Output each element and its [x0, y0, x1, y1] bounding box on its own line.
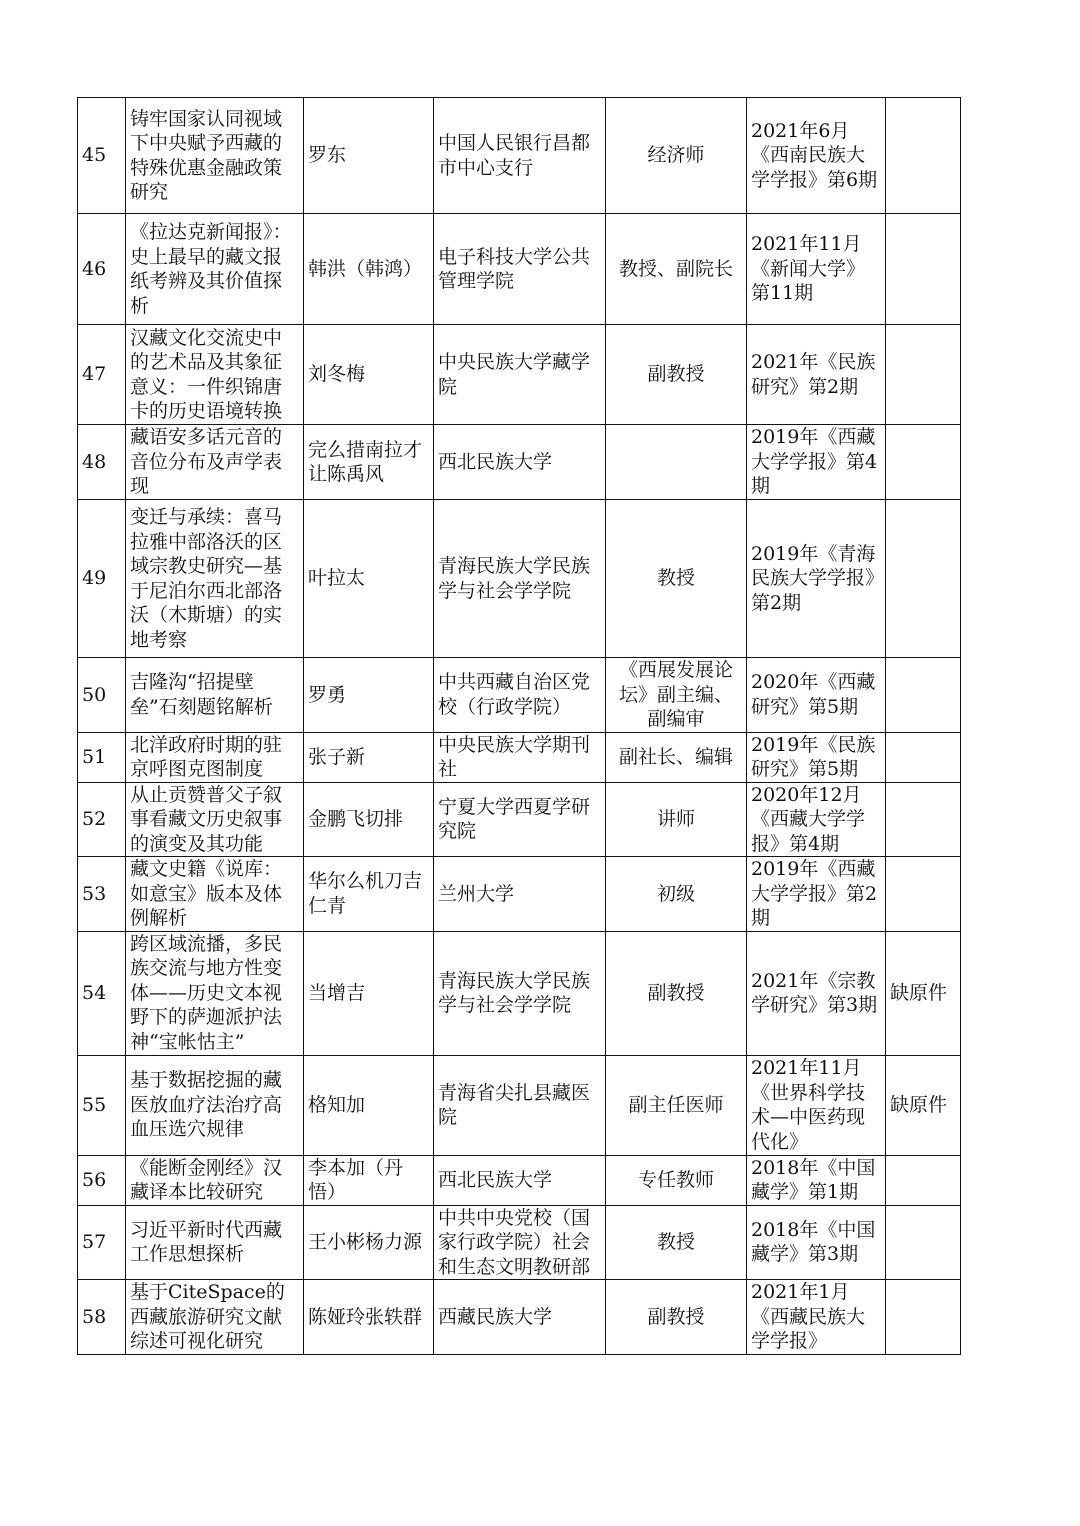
row-number: 57	[78, 1205, 126, 1280]
row-number: 45	[78, 98, 126, 214]
row-number: 58	[78, 1280, 126, 1355]
affiliation: 西北民族大学	[434, 1155, 606, 1205]
paper-list-table	[77, 97, 961, 1355]
table-row	[78, 1280, 961, 1355]
table-row	[78, 214, 961, 325]
affiliation: 电子科技大学公共管理学院	[434, 214, 606, 325]
publication: 2019年《青海民族大学学报》第2期	[747, 500, 886, 658]
job-title: 教授	[606, 500, 747, 658]
affiliation: 西藏民族大学	[434, 1280, 606, 1355]
row-number: 51	[78, 732, 126, 782]
affiliation: 青海民族大学民族学与社会学学院	[434, 500, 606, 658]
job-title: 副社长、编辑	[606, 732, 747, 782]
publication: 2020年《西藏研究》第5期	[747, 658, 886, 733]
author: 罗勇	[304, 658, 434, 733]
author: 罗东	[304, 98, 434, 214]
affiliation: 中国人民银行昌都市中心支行	[434, 98, 606, 214]
affiliation: 西北民族大学	[434, 425, 606, 500]
row-number: 52	[78, 782, 126, 857]
table-row	[78, 1205, 961, 1280]
remark	[886, 1155, 961, 1205]
job-title: 《西展发展论坛》副主编、副编审	[606, 658, 747, 733]
paper-title: 跨区域流播，多民族交流与地方性变体——历史文本视野下的萨迦派护法神“宝帐怙主”	[126, 931, 304, 1055]
publication: 2019年《西藏大学学报》第4期	[747, 425, 886, 500]
job-title: 讲师	[606, 782, 747, 857]
remark	[886, 500, 961, 658]
paper-title: 铸牢国家认同视域下中央赋予西藏的特殊优惠金融政策研究	[126, 98, 304, 214]
paper-title: 吉隆沟“招提壁垒”石刻题铭解析	[126, 658, 304, 733]
author: 刘冬梅	[304, 325, 434, 425]
paper-title: 从止贡赞普父子叙事看藏文历史叙事的演变及其功能	[126, 782, 304, 857]
row-number: 55	[78, 1055, 126, 1155]
table-row	[78, 931, 961, 1055]
job-title: 教授、副院长	[606, 214, 747, 325]
remark	[886, 425, 961, 500]
remark	[886, 1280, 961, 1355]
author: 金鹏飞切排	[304, 782, 434, 857]
job-title: 教授	[606, 1205, 747, 1280]
author: 叶拉太	[304, 500, 434, 658]
table-row	[78, 98, 961, 214]
paper-title: 基于CiteSpace的西藏旅游研究文献综述可视化研究	[126, 1280, 304, 1355]
paper-title: 藏语安多话元音的音位分布及声学表现	[126, 425, 304, 500]
paper-title: 习近平新时代西藏工作思想探析	[126, 1205, 304, 1280]
row-number: 49	[78, 500, 126, 658]
paper-title: 《能断金刚经》汉藏译本比较研究	[126, 1155, 304, 1205]
remark	[886, 325, 961, 425]
job-title: 初级	[606, 857, 747, 932]
paper-title: 汉藏文化交流史中的艺术品及其象征意义：一件织锦唐卡的历史语境转换	[126, 325, 304, 425]
paper-title: 《拉达克新闻报》：史上最早的藏文报纸考辨及其价值探析	[126, 214, 304, 325]
affiliation: 中央民族大学期刊社	[434, 732, 606, 782]
affiliation: 中央民族大学藏学院	[434, 325, 606, 425]
job-title: 副教授	[606, 1280, 747, 1355]
publication: 2021年6月《西南民族大学学报》第6期	[747, 98, 886, 214]
table-row	[78, 425, 961, 500]
table-row	[78, 1055, 961, 1155]
author: 李本加（丹悟）	[304, 1155, 434, 1205]
affiliation: 青海省尖扎县藏医院	[434, 1055, 606, 1155]
table-row	[78, 658, 961, 733]
remark	[886, 782, 961, 857]
author: 格知加	[304, 1055, 434, 1155]
affiliation: 中共西藏自治区党校（行政学院）	[434, 658, 606, 733]
job-title: 专任教师	[606, 1155, 747, 1205]
row-number: 53	[78, 857, 126, 932]
affiliation: 青海民族大学民族学与社会学学院	[434, 931, 606, 1055]
publication: 2021年1月《西藏民族大学学报》	[747, 1280, 886, 1355]
table-row	[78, 732, 961, 782]
remark	[886, 214, 961, 325]
affiliation: 宁夏大学西夏学研究院	[434, 782, 606, 857]
publication: 2020年12月《西藏大学学报》第4期	[747, 782, 886, 857]
author: 王小彬杨力源	[304, 1205, 434, 1280]
publication: 2019年《西藏大学学报》第2期	[747, 857, 886, 932]
paper-title: 北洋政府时期的驻京呼图克图制度	[126, 732, 304, 782]
affiliation: 中共中央党校（国家行政学院）社会和生态文明教研部	[434, 1205, 606, 1280]
author: 当增吉	[304, 931, 434, 1055]
publication: 2018年《中国藏学》第3期	[747, 1205, 886, 1280]
publication: 2021年《民族研究》第2期	[747, 325, 886, 425]
row-number: 54	[78, 931, 126, 1055]
publication: 2018年《中国藏学》第1期	[747, 1155, 886, 1205]
author: 韩洪（韩鸿）	[304, 214, 434, 325]
table-row	[78, 325, 961, 425]
table-row	[78, 782, 961, 857]
row-number: 50	[78, 658, 126, 733]
job-title: 副教授	[606, 325, 747, 425]
job-title: 经济师	[606, 98, 747, 214]
paper-title: 变迁与承续：喜马拉雅中部洛沃的区域宗教史研究—基于尼泊尔西北部洛沃（木斯塘）的实地考察	[126, 500, 304, 658]
author: 完么措南拉才让陈禹风	[304, 425, 434, 500]
job-title: 副主任医师	[606, 1055, 747, 1155]
job-title	[606, 425, 747, 500]
publication: 2021年11月《新闻大学》第11期	[747, 214, 886, 325]
affiliation: 兰州大学	[434, 857, 606, 932]
remark	[886, 857, 961, 932]
paper-title: 藏文史籍《说库：如意宝》版本及体例解析	[126, 857, 304, 932]
author: 陈娅玲张轶群	[304, 1280, 434, 1355]
remark	[886, 1205, 961, 1280]
row-number: 48	[78, 425, 126, 500]
publication: 2021年11月《世界科学技术—中医药现代化》	[747, 1055, 886, 1155]
remark	[886, 732, 961, 782]
author: 张子新	[304, 732, 434, 782]
remark: 缺原件	[886, 1055, 961, 1155]
row-number: 47	[78, 325, 126, 425]
publication: 2019年《民族研究》第5期	[747, 732, 886, 782]
remark	[886, 658, 961, 733]
paper-title: 基于数据挖掘的藏医放血疗法治疗高血压选穴规律	[126, 1055, 304, 1155]
table-row	[78, 857, 961, 932]
job-title: 副教授	[606, 931, 747, 1055]
row-number: 56	[78, 1155, 126, 1205]
remark: 缺原件	[886, 931, 961, 1055]
table-row	[78, 1155, 961, 1205]
author: 华尔么机刀吉仁青	[304, 857, 434, 932]
row-number: 46	[78, 214, 126, 325]
publication: 2021年《宗教学研究》第3期	[747, 931, 886, 1055]
remark	[886, 98, 961, 214]
table-row	[78, 500, 961, 658]
